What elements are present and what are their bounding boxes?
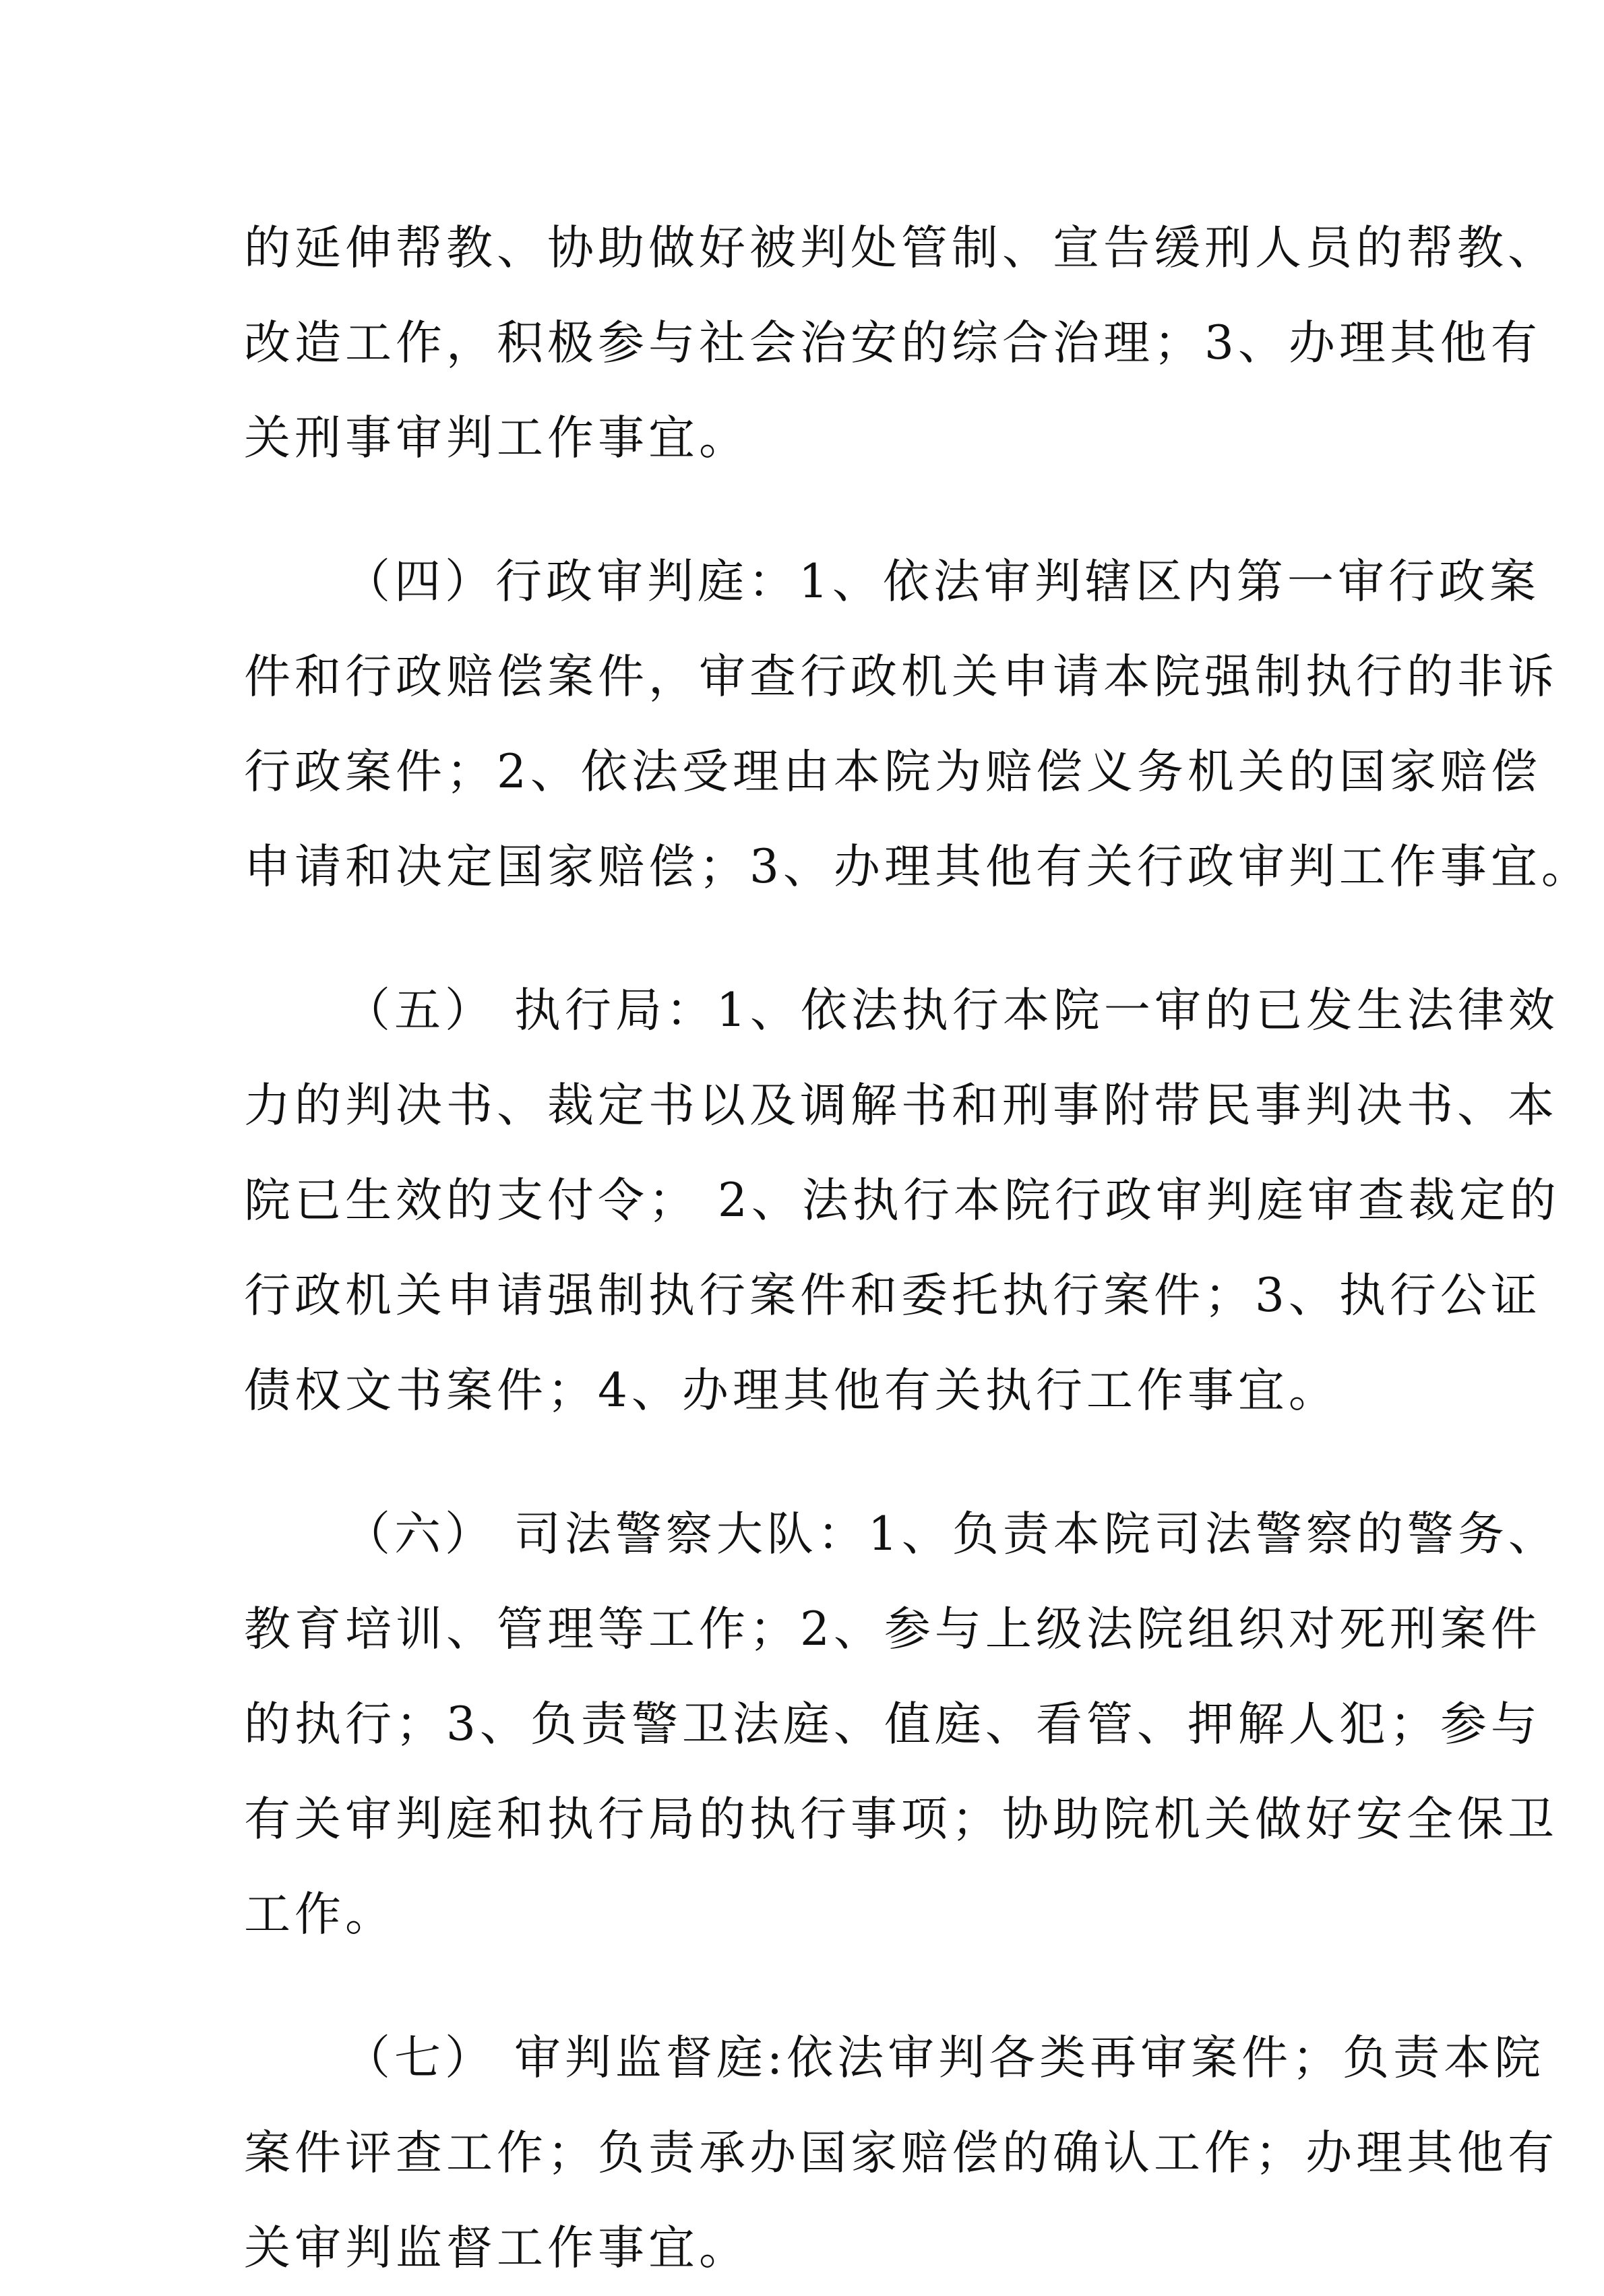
paragraph-spacer <box>244 1962 1363 2011</box>
paragraph-continuation <box>244 201 1558 486</box>
text-line: 院已生效的支付令； 2、法执行本院行政审判庭审查裁定的 <box>244 1174 1560 1228</box>
paragraph-spacer <box>244 1439 1363 1487</box>
text-line: 工作。 <box>244 1887 396 1941</box>
text-line: 教育培训、管理等工作；2、参与上级法院组织对死刑案件 <box>244 1602 1541 1656</box>
paragraph-spacer <box>244 486 1363 535</box>
paragraph-spacer <box>244 915 1363 963</box>
text-line: 债权文书案件；4、办理其他有关执行工作事宜。 <box>244 1364 1339 1418</box>
text-line: 力的判决书、裁定书以及调解书和刑事附带民事判决书、本 <box>244 1079 1558 1132</box>
text-line: 的延伸帮教、协助做好被判处管制、宣告缓刑人员的帮教、 <box>244 221 1558 275</box>
paragraph-trial-supervision <box>244 2011 1558 2296</box>
text-line: 件和行政赔偿案件，审查行政机关申请本院强制执行的非诉 <box>244 650 1558 704</box>
text-line: 关刑事审判工作事宜。 <box>244 411 749 465</box>
text-line: 的执行；3、负责警卫法庭、值庭、看管、押解人犯；参与 <box>244 1697 1541 1751</box>
text-line: （六） 司法警察大队：1、负责本院司法警察的警务、 <box>344 1507 1559 1561</box>
text-line: （五） 执行局：1、依法执行本院一审的已发生法律效 <box>344 984 1559 1037</box>
paragraph-enforcement-bureau <box>244 963 1560 1439</box>
text-line: （七） 审判监督庭:依法审判各类再审案件；负责本院 <box>344 2031 1545 2085</box>
text-line: 关审判监督工作事宜。 <box>244 2221 749 2275</box>
text-line: 申请和决定国家赔偿；3、办理其他有关行政审判工作事宜。 <box>244 840 1592 894</box>
text-line: 改造工作，积极参与社会治安的综合治理；3、办理其他有 <box>244 316 1541 370</box>
text-line: 行政案件；2、依法受理由本院为赔偿义务机关的国家赔偿 <box>244 745 1541 799</box>
paragraph-administrative-tribunal <box>244 535 1592 915</box>
text-line: 行政机关申请强制执行案件和委托执行案件；3、执行公证 <box>244 1269 1541 1323</box>
text-line: （四）行政审判庭：1、依法审判辖区内第一审行政案 <box>344 555 1540 609</box>
text-line: 案件评查工作；负责承办国家赔偿的确认工作；办理其他有 <box>244 2126 1558 2180</box>
document-body <box>244 201 1592 2296</box>
paragraph-judicial-police <box>244 1487 1559 1962</box>
text-line: 有关审判庭和执行局的执行事项；协助院机关做好安全保卫 <box>244 1792 1558 1846</box>
